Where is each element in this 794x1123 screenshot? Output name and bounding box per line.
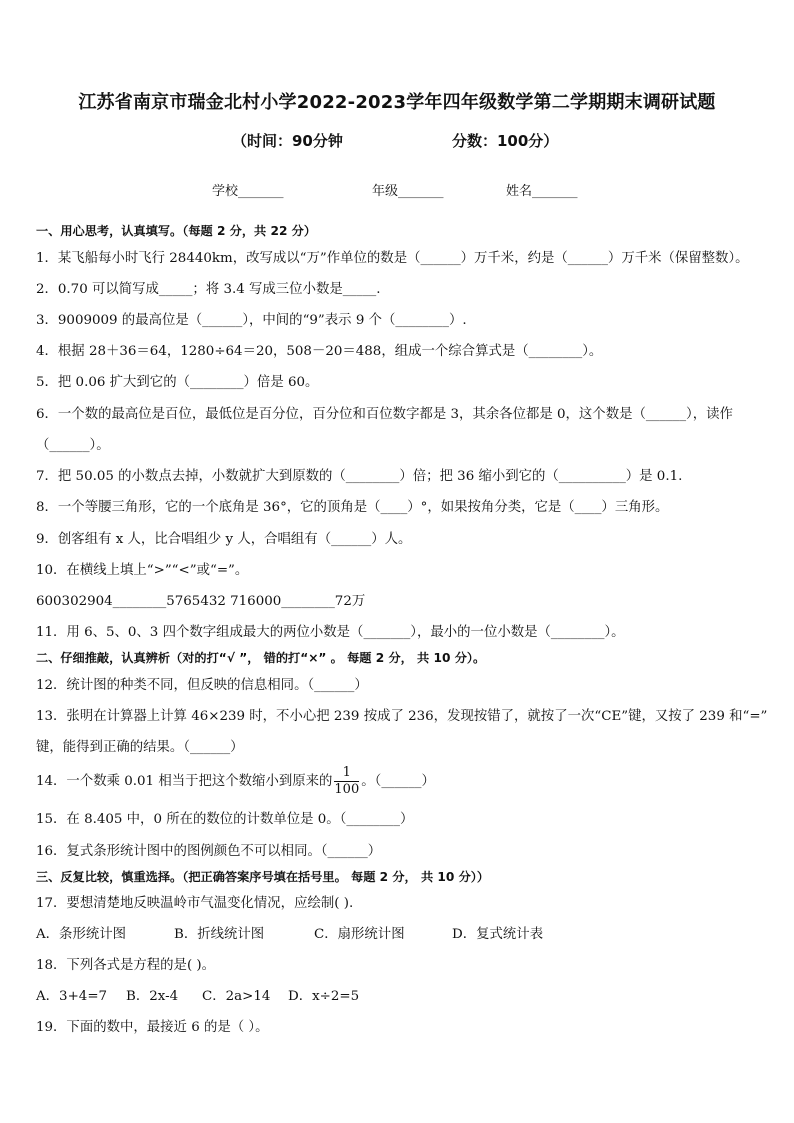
option-18-d: D．x÷2=5 (288, 989, 360, 1004)
option-17-c: C．扇形统计图 (314, 927, 405, 942)
fraction-denominator: 100 (334, 782, 360, 797)
question-13-line2: 键，能得到正确的结果。（______） (36, 740, 244, 755)
option-18-a: A．3+4=7 (36, 989, 108, 1004)
question-3: 3．9009009 的最高位是（______），中间的“9”表示 9 个（________）. (36, 313, 467, 328)
question-9: 9．创客组有 x 人，比合唱组少 y 人，合唱组有（______）人。 (36, 532, 412, 547)
fraction-numerator: 1 (334, 765, 359, 782)
question-13-line1: 13．张明在计算器上计算 46×239 时，不小心把 239 按成了 236，发现按错了，就按了一次“CE”键，又按了 239 和“=” (36, 709, 768, 724)
grade-field: 年级_______ (372, 184, 444, 199)
exam-title: 江苏省南京市瑞金北村小学2022-2023学年四年级数学第二学期期末调研试题 (78, 92, 716, 113)
question-12: 12．统计图的种类不同，但反映的信息相同。（______） (36, 678, 368, 693)
exam-score: 分数：100分） (452, 132, 559, 150)
question-17: 17．要想清楚地反映温岭市气温变化情况，应绘制( ). (36, 896, 354, 911)
question-19: 19．下面的数中，最接近 6 的是（ ）。 (36, 1020, 269, 1035)
question-1: 1．某飞船每小时飞行 28440km，改写成以“万”作单位的数是（______）万千米，约是（______）万千米（保留整数）。 (36, 251, 749, 266)
question-16: 16．复式条形统计图中的图例颜色不可以相同。（______） (36, 844, 382, 859)
question-8: 8．一个等腰三角形，它的一个底角是 36°，它的顶角是（____）°，如果按角分类，它是（____）三角形。 (36, 500, 669, 515)
section1-heading: 一、用心思考，认真填写。（每题 2 分，共 22 分） (36, 224, 317, 238)
question-11: 11．用 6、5、0、3 四个数字组成最大的两位小数是（_______），最小的一位小数是（________）。 (36, 625, 625, 640)
question-10-compare: 600302904________5765432 716000________72万 (36, 594, 366, 609)
question-4: 4．根据 28＋36＝64，1280÷64＝20，508－20＝488，组成一个综合算式是（________）。 (36, 344, 603, 359)
student-info (0, 180, 794, 200)
question-2: 2．0.70 可以简写成_____；将 3.4 写成三位小数是_____. (36, 282, 381, 297)
section2-heading: 二、仔细推敲，认真辨析（对的打“√ ”， 错的打“×” 。 每题 2 分， 共 10 分）。 (36, 651, 486, 665)
school-field: 学校_______ (212, 184, 284, 199)
question-14 (36, 762, 764, 802)
question-14-text: 14．一个数乘 0.01 相当于把这个数缩小到原来的 (36, 774, 333, 789)
question-14-blank: 。（______） (361, 774, 435, 789)
name-field: 姓名_______ (506, 184, 578, 199)
question-6-line1: 6．一个数的最高位是百位，最低位是百分位，百分位和百位数字都是 3，其余各位都是 0，这个数是（______），读作 (36, 407, 733, 422)
section3-heading: 三、反复比较，慎重选择。（把正确答案序号填在括号里。 每题 2 分， 共 10 分）） (36, 870, 490, 884)
option-18-b: B．2x-4 (126, 989, 179, 1004)
option-17-d: D．复式统计表 (452, 927, 544, 942)
exam-meta (0, 130, 794, 152)
question-5: 5．把 0.06 扩大到它的（________）倍是 60。 (36, 375, 319, 390)
question-6-line2: （______）。 (36, 438, 110, 453)
option-17-b: B．折线统计图 (174, 927, 265, 942)
question-18: 18．下列各式是方程的是( )。 (36, 958, 216, 973)
question-15: 15．在 8.405 中，0 所在的数位的计数单位是 0。（________） (36, 812, 414, 827)
exam-time: （时间：90分钟 (232, 132, 343, 150)
fraction-one-hundredth (334, 765, 359, 798)
question-7: 7．把 50.05 的小数点去掉，小数就扩大到原数的（________）倍；把 36 缩小到它的（__________）是 0.1. (36, 469, 683, 484)
option-17-a: A．条形统计图 (36, 927, 127, 942)
question-10: 10．在横线上填上“>”“<”或“=”。 (36, 563, 249, 578)
option-18-c: C．2a>14 (202, 989, 271, 1004)
